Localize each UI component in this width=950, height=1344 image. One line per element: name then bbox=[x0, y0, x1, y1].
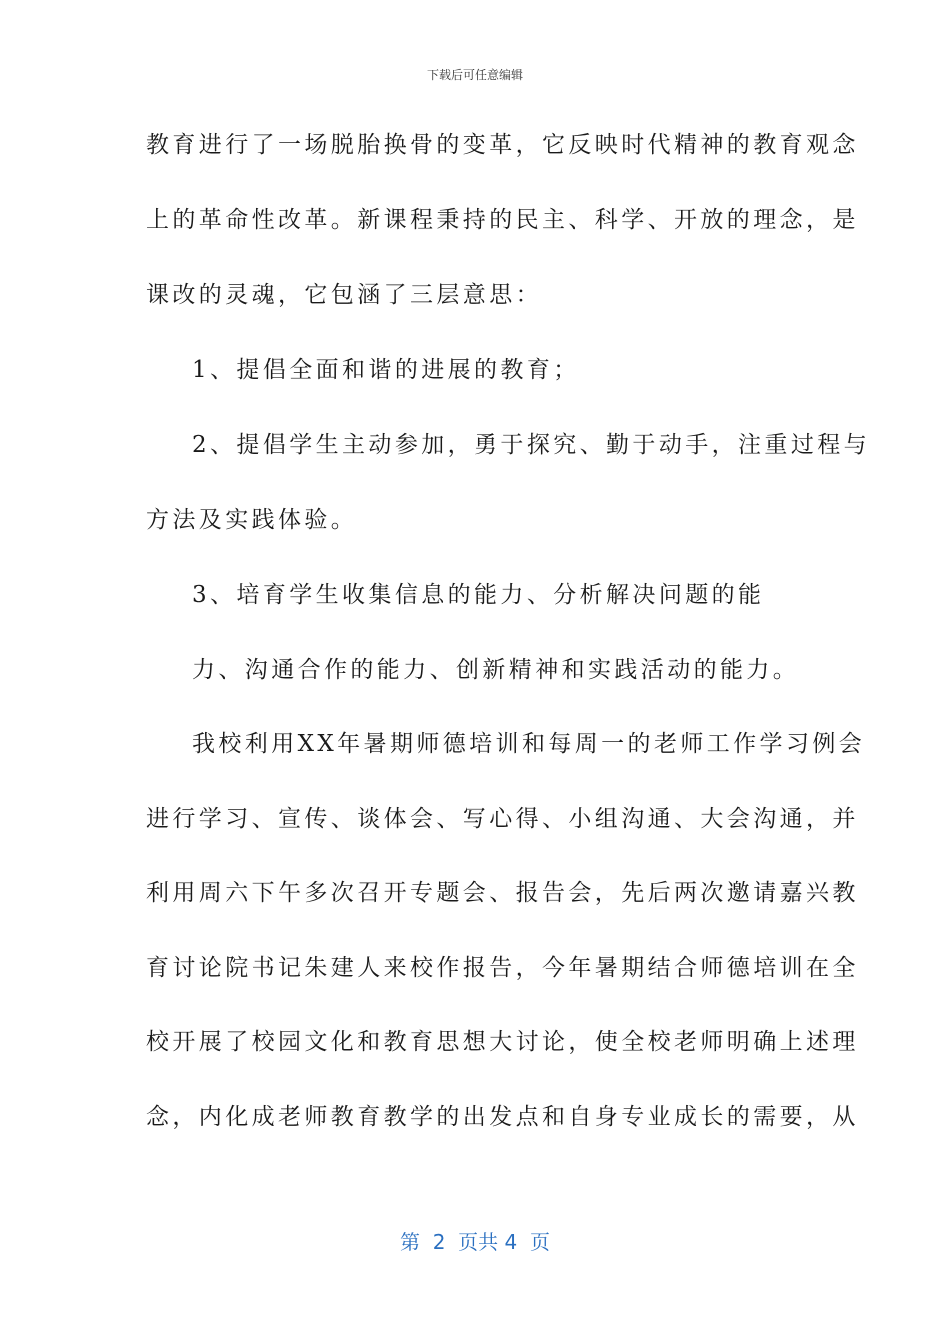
body-line-1: 教育进行了一场脱胎换骨的变革，它反映时代精神的教育观念 bbox=[146, 132, 859, 158]
body-line-10: 进行学习、宣传、谈体会、写心得、小组沟通、大会沟通，并 bbox=[146, 806, 859, 832]
body-line-4: 1、提倡全面和谐的进展的教育； bbox=[192, 357, 580, 383]
body-line-7: 3、培育学生收集信息的能力、分析解决问题的能 bbox=[192, 582, 765, 608]
body-line-5: 2、提倡学生主动参加，勇于探究、勤于动手，注重过程与 bbox=[192, 432, 871, 458]
page-number-footer: 第 2 页共 4 页 bbox=[400, 1230, 550, 1254]
body-line-14: 念，内化成老师教育教学的出发点和自身专业成长的需要，从 bbox=[146, 1104, 859, 1130]
body-line-11: 利用周六下午多次召开专题会、报告会，先后两次邀请嘉兴教 bbox=[146, 880, 859, 906]
body-line-6: 方法及实践体验。 bbox=[146, 507, 358, 533]
body-line-8: 力、沟通合作的能力、创新精神和实践活动的能力。 bbox=[192, 657, 800, 683]
body-line-3: 课改的灵魂，它包涵了三层意思： bbox=[146, 282, 542, 308]
body-line-12: 育讨论院书记朱建人来校作报告，今年暑期结合师德培训在全 bbox=[146, 955, 859, 981]
download-editable-note: 下载后可任意编辑 bbox=[426, 68, 523, 82]
body-line-2: 上的革命性改革。新课程秉持的民主、科学、开放的理念，是 bbox=[146, 207, 859, 233]
body-line-9: 我校利用XX年暑期师德培训和每周一的老师工作学习例会 bbox=[192, 731, 866, 757]
body-line-13: 校开展了校园文化和教育思想大讨论，使全校老师明确上述理 bbox=[146, 1029, 859, 1055]
